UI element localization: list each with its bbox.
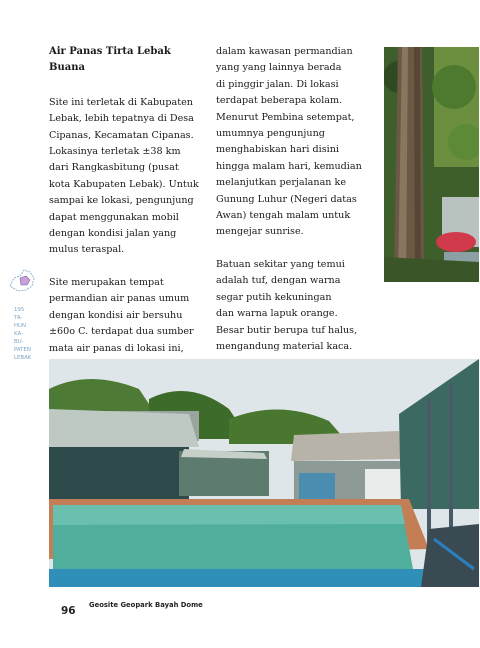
text-line: mengandung material kaca. [216, 340, 353, 352]
text-line: Cipanas, Kecamatan Cipanas. [49, 129, 194, 141]
text-line: sampai ke lokasi, pengunjung [49, 195, 194, 207]
text-line: Lokasinya terletak ±38 km [49, 146, 181, 158]
text-line: Gunung Luhur (Negeri datas [216, 193, 357, 205]
paragraph-visitors [216, 44, 374, 241]
article-column-middle [216, 44, 374, 355]
text-line: mulus teraspal. [49, 244, 125, 256]
text-line: mata air panas di lokasi ini, [49, 342, 184, 354]
sidebar-anniversary-label: 195 TA- HUN KA- BU- PATEN LEBAK [14, 307, 32, 361]
text-line: dengan kondisi jalan yang [49, 228, 177, 240]
text-line: terdapat beberapa kolam. [216, 95, 343, 107]
text-line: dapat menggunakan mobil [49, 211, 179, 223]
article-column-left [49, 44, 209, 373]
tree-trunk-photo [384, 47, 479, 282]
text-line: segar putih kekuningan [216, 291, 332, 303]
text-line: Site merupakan tempat [49, 276, 164, 288]
text-line: yang yang lainnya berada [216, 62, 342, 74]
text-line: mengejar sunrise. [216, 226, 304, 238]
text-line: Besar butir berupa tuf halus, [216, 324, 358, 336]
paragraph-rocks [216, 257, 374, 355]
paragraph-location [49, 95, 209, 259]
text-line: Menurut Pembina setempat, [216, 111, 355, 123]
text-line: dengan kondisi air bersuhu [49, 309, 183, 321]
text-line: Site ini terletak di Kabupaten [49, 96, 193, 108]
text-line: di pinggir jalan. Di lokasi [216, 78, 339, 90]
book-title: Geosite Geopark Bayah Dome [89, 601, 203, 609]
text-line: kota Kabupaten Lebak). Untuk [49, 178, 199, 190]
text-line: menghabiskan hari disini [216, 144, 339, 156]
hot-spring-pool-photo [49, 359, 479, 587]
text-line: umumnya pengunjung [216, 128, 325, 140]
article-title: Air Panas Tirta Lebak Buana [49, 46, 171, 74]
text-line: permandian air panas umum [49, 293, 190, 305]
text-line: adalah tuf, dengan warna [216, 275, 341, 287]
text-line: Lebak, lebih tepatnya di Desa [49, 113, 194, 125]
text-line: hingga malam hari, kemudian [216, 160, 362, 172]
text-line: melanjutkan perjalanan ke [216, 177, 347, 189]
lebak-map-icon [6, 264, 40, 298]
page-number: 96 [61, 605, 76, 617]
text-line: dan warna lapuk orange. [216, 308, 338, 320]
text-line: ±60o C. terdapat dua sumber [49, 326, 194, 338]
text-line: Batuan sekitar yang temui [216, 258, 345, 270]
text-line: dalam kawasan permandian [216, 46, 353, 57]
page-footer [61, 599, 203, 618]
text-line: dari Rangkasbitung (pusat [49, 162, 179, 174]
text-line: Awan) tengah malam untuk [216, 210, 351, 222]
